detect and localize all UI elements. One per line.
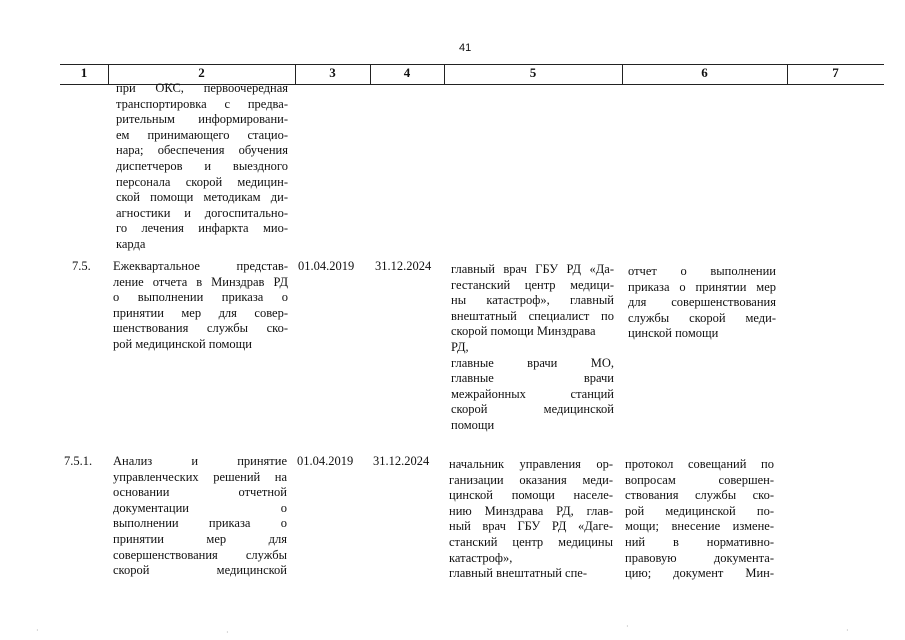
start-date: 01.04.2019 [297,454,354,468]
scan-speck: · [36,626,39,635]
row-number: 7.5. [72,259,91,273]
header-col-1: 1 [80,65,88,80]
header-col-5: 5 [529,65,537,80]
page-number: 41 [459,42,472,54]
scan-speck: · [846,626,849,635]
header-col-2: 2 [198,65,205,80]
result-text: отчет о выполнении приказа о принятии мер для совершенствования службы скорой меди- цинской помощи [628,264,776,341]
measure-text: Анализ и принятие управленческих решений на основании отчетной документации о выполнении приказа о принятии мер для совершенствования службы скорой медицинской [113,454,287,578]
end-date: 31.12.2024 [373,454,430,468]
responsible-text: начальник управления ор- ганизации оказания меди- цинской помощи населе- нию Минздрава РД, глав- ный врач ГБУ РД «Даге- станский центр медицины катастроф», главный внештатный спе- [449,457,613,581]
row-number: 7.5.1. [64,454,93,468]
measure-text: Ежеквартальное представ- ление отчета в Минздрав РД о выполнении приказа о принятии мер для совер- шенствования службы ско- рой медицинской помощи [113,259,288,351]
header-col-6: 6 [701,65,708,80]
header-col-4: 4 [403,65,411,80]
result-text: протокол совещаний по вопросам совершен- ствования службы ско- рой медицинской по- мощи; внесение измене- ний в нормативно- правовую документа- цию; документ Мин- [625,457,774,581]
header-col-3: 3 [329,65,336,80]
end-date: 31.12.2024 [375,259,432,273]
start-date: 01.04.2019 [298,259,355,273]
continued-measure-text: при ОКС, первоочередная транспортировка с предва- рительным информировани- ем принимающего стацио- нара; обеспечения обучения диспетчеров и выездного персонала скорой медицин- ской помощи методикам ди- агностики и догоспитально- го лечения инфаркта мио- карда [116,81,288,251]
header-col-7: 7 [832,65,839,80]
responsible-text: главный врач ГБУ РД «Да- гестанский центр медици- ны катастроф», главный внештатный специалист по скорой помощи Минздрава РД, главные врачи МО, главные врачи межрайонных станций скорой медицинской помощи [451,262,614,432]
scan-speck: · [226,628,229,637]
scan-speck: · [626,622,629,631]
